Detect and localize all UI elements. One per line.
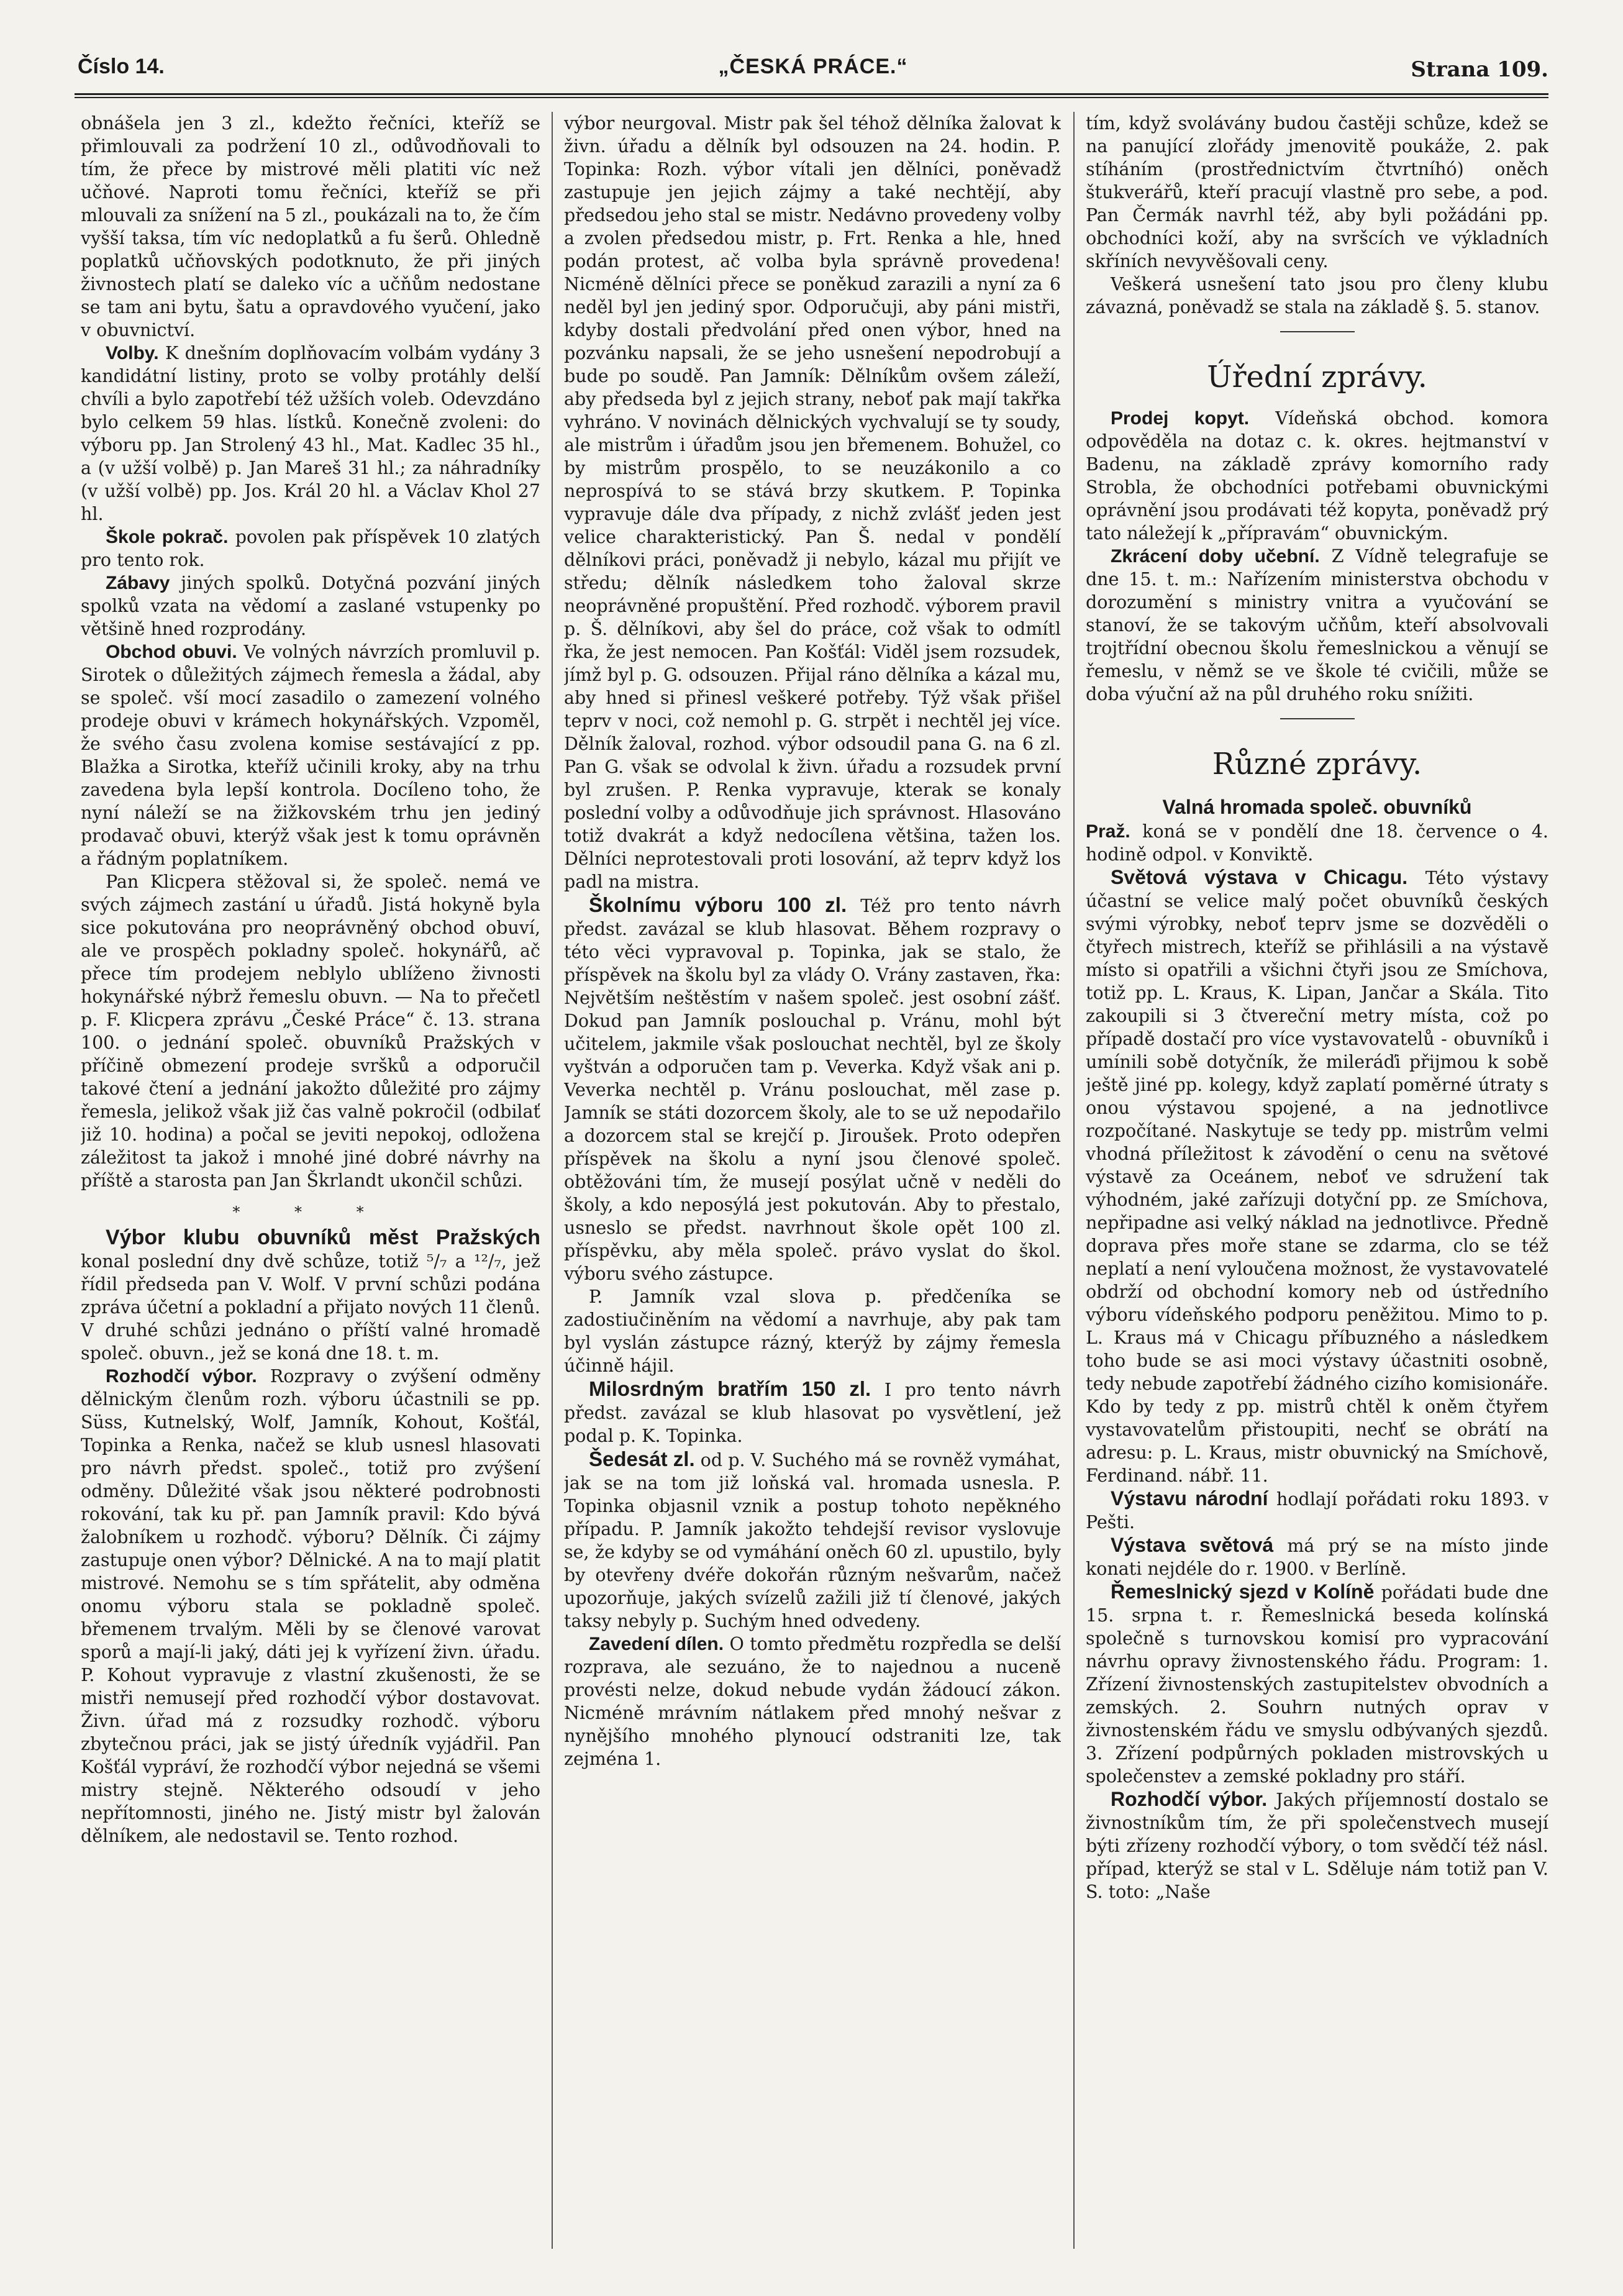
run-in-heading: Zavedení dílen.	[589, 1634, 724, 1654]
section-heading-official: Úřední zprávy.	[1207, 360, 1427, 394]
issue-number: Číslo 14.	[78, 55, 165, 78]
paragraph-text: Jakých příjemností dostalo se živnostníkům tím, že při společenstvech musejí býti zřízeny rozhodčí výbory, o tom svědčí též násl. případ, kterýž se stal v L. Sděluje nám totiž pan V. S. toto: „Naše	[1086, 1790, 1548, 1902]
section-heading-misc: Různé zprávy.	[1212, 747, 1422, 781]
paragraph	[81, 640, 540, 870]
paragraph	[564, 1633, 1061, 1770]
paragraph-text: koná se v pondělí dne 18. července o 4. hodině odpol. v Konviktě.	[1086, 821, 1548, 865]
paragraph	[81, 572, 540, 640]
paragraph-text: jiných spolků. Dotyčná pozvání jiných spolků vzata na vědomí a zaslané vstupenky po většině hned rozprodány.	[81, 573, 540, 639]
paragraph	[1086, 1580, 1548, 1788]
paragraph-text: Rozpravy o zvýšení odměny dělnickým členům rozh. výboru účastnili se pp. Süss, Kutnelský, Wolf, Jamník, Kohout, Košťál, Topinka a Renka, načež se klub usnesl hlasovati pro návrh předst. společ., totiž pro zvýšení odměny. Důležité však jsou některé podrobnosti rokování, tak ku př. pan Jamník pravil: Kdo bývá žalobníkem u rozhodč. výboru? Dělník. Či zájmy zastupuje onen výbor? Dělnické. A na to mají platit mistrové. Nemohu se s tím spřátelit, aby odměna onomu výboru stala se pokladně společ. břemenem trvalým. Měli by se členové varovat sporů a mají-li jaký, dáti jej k vyřízení živn. úřadu. P. Kohout vypravuje z vlastní zkušenosti, že se mistři nemusejí před rozhodčí výbor dostavovat. Živn. úřad má z rozsudky rozhodč. výboru zbytečnou práci, jak se jistý úředník vyjádřil. Pan Košťál vypráví, že rozhodčí výbor nejedná se všemi mistry stejně. Některého odsoudí v jeho nepřítomnosti, jiného ne. Jistý mistr byl žalován dělníkem, ale nedostavil se. Tento rozhod.	[81, 1366, 540, 1846]
paragraph-text: hodlají pořádati roku 1893. v Pešti.	[1086, 1489, 1548, 1533]
paragraph-text: od p. V. Suchého má se rovněž vymáhat, jak se na tom již loňská val. hromada usnesla. P. Topinka objasnil vznik a postup tohoto nepěkného případu. P. Jamník jakožto tehdejší revisor vyslovuje se, že kdyby se od vymáhání oněch 60 zl. upustilo, byly by otevřeny dvéře dokořán různým nešvarům, načež upozorňuje, jakých svízelů zažili již tí členové, jakých taksy nebyly p. Suchým hned odvedeny.	[564, 1450, 1061, 1631]
run-in-heading: Šedesát zl.	[589, 1447, 695, 1470]
column-divider	[552, 112, 553, 2249]
paragraph-text: konal poslední dny dvě schůze, totiž ⁵/₇ a ¹²/₇, jež řídil předseda pan V. Wolf. V první schůzi podána zpráva účetní a pokladní a přijato nových 11 členů. V druhé schůzi jednáno o příští valné hromadě společ. obuvn., jež se koná dne 18. t. m.	[81, 1251, 540, 1364]
paragraph: P. Jamník vzal slova p. předčeníka se zadostiučiněním na vědomí a navrhuje, aby pak tam byl vyslán zástupce rázný, kterýž by zájmy řemesla účinně hájil.	[564, 1287, 1061, 1376]
paragraph-text: má prý se na místo jinde konati nejdéle do r. 1900. v Berlíně.	[1086, 1536, 1548, 1579]
run-in-heading: Rozhodčí výbor.	[106, 1366, 257, 1387]
paragraph	[564, 1377, 1061, 1447]
paragraph-text: povolen pak příspěvek 10 zlatých pro tento rok.	[81, 527, 540, 570]
paragraph	[1086, 545, 1548, 706]
article-title: Valná hromada společ. obuvníků	[1162, 796, 1472, 818]
paragraph	[81, 342, 540, 526]
paragraph	[81, 1365, 540, 1847]
section-rule	[1280, 718, 1355, 719]
run-in-heading: Řemeslnický sjezd v Kolíně	[1111, 1580, 1375, 1603]
run-in-heading: Zábavy	[106, 573, 170, 593]
run-in-heading: Výstavu národní	[1111, 1487, 1268, 1510]
run-in-heading: Zkrácení doby učební.	[1111, 546, 1320, 567]
paragraph: Veškerá usnešení tato jsou pro členy klubu závazná, poněvadž se stala na základě §. 5. stanov.	[1086, 274, 1548, 317]
run-in-heading: Obchod obuvi.	[106, 642, 237, 662]
paragraph	[1086, 1487, 1548, 1534]
section-rule	[1280, 331, 1355, 332]
run-in-heading: Výstava světová	[1111, 1534, 1274, 1556]
article-title: Výbor klubu obuvníků měst Pražských	[106, 1226, 540, 1249]
page-header	[78, 48, 1548, 92]
column-3	[1086, 112, 1548, 2249]
paragraph: tím, když svolávány budou častěji schůze, kdež se na panující zlořády jmenovitě poukáže, 2. pak stíháním (prostřednictvím čtvrtníhó) oněch štukverářů, kteří pracují vlastně pro sebe, a pod. Pan Čermák navrhl též, aby byli požádáni pp. obchodníci koží, aby na svršcích ve výkladních skříních nevyvěšovali ceny.	[1086, 113, 1548, 271]
paragraph	[564, 1447, 1061, 1633]
run-in-heading: Světová výstava v Chicagu.	[1111, 866, 1408, 888]
header-rule-thin	[75, 97, 1548, 98]
page-number: Strana 109.	[1411, 57, 1548, 82]
paragraph: obnášela jen 3 zl., kdežto řečníci, kteříž se přimlouvali za podržení 10 zl., odůvodňovali to tím, že přece by mistrové měli platiti víc než učňové. Naproti tomu řečníci, kteříž se při mlouvali za snížení na 5 zl., poukázali na to, že čím vyšší taksa, tím víc nedoplatků a fu šerů. Ohledně poplatků učňovských podotknuto, že při jiných živnostech platí se daleko víc a učňům nedostane se tam ani bytu, šatu a opravdového vyučení, jako v obuvnictví.	[81, 113, 540, 340]
paragraph-text: Této výstavy účastní se velice malý počet obuvníků českých svými výrobky, neboť teprv jsme se dozvěděli o čtyřech mistrech, kteříž se přihlásili a na výstavě místo si opatřili a všichni čtyři jsou ze Smíchova, totiž pp. L. Kraus, K. Lipan, Jančar a Skála. Tito zakoupili si 3 čtvereční metry místa, což po případě dostačí pro více vystavovatelů - obuvníků i umínili sobě dotyčník, že mileráďi přijmou k sobě ještě jiné pp. kolegy, když zaplatí poměrné útraty s onou výstavou spojené, a na jednotlivce rozpočítané. Naskytuje se tedy pp. mistrům velmi vhodná příležitost k závodění o cenu na světové výstavě za Oceánem, neboť ve sdružení tak výhodném, jaké zařízuji dotyční pp. ze Smíchova, nepřipadne asi velký náklad na jednotlivce. Předně doprava přes moře stane se zdarma, clo se též neplatí a není vyloučena možnost, že vystavovatelé obdrží od obchodní komory neb od ústředního výboru vídeňského podporu peněžitou. Mimo to p. L. Kraus má v Chicagu příbuzného a následkem toho bude se asi moci výstavy účastniti osobně, tedy nebude zapotřebí žádného cizího komisionáře. Kdo by tedy z pp. mistrů chtěl k oněm čtyřem vystavovatelům přistoupiti, nechť se obrátí na adresu: p. L. Kraus, mistr obuvnický na Smíchově, Ferdinand. nábř. 11.	[1086, 868, 1548, 1486]
run-in-heading: Rozhodčí výbor.	[1111, 1788, 1268, 1810]
run-in-heading: Prodej kopyt.	[1111, 408, 1250, 429]
paragraph-text: Ve volných návrzích promluvil p. Sirotek o důležitých zájmech řemesla a žádal, aby se společ. vší mocí zasadilo o zamezení volného prodeje obuvi v krámech hokynářských. Vzpoměl, že svého času zvolena komise sestávající z pp. Blažka a Sirotka, kteříž učinili kroky, aby na trhu zavedena byla lepší kontrola. Docíleno toho, že nyní náleží se na žižkovském trhu jen jediný prodavač obuvi, kterýž však jest k tomu oprávněn a řádným poplatníkem.	[81, 642, 540, 869]
paragraph	[1086, 407, 1548, 545]
paragraph-text: Vídeňská obchod. komora odpověděla na dotaz c. k. okres. hejtmanství v Badenu, na základě zprávy komorního rady Strobla, že obchodníci potřebami obuvnickými oprávnění jsou prodávati též kopyta, poněvadž prý tato náležejí k „přípravám“ obuvnickým.	[1086, 408, 1548, 544]
paragraph: Pan Klicpera stěžoval si, že společ. nemá ve svých zájmech zastání u úřadů. Jistá hokyně byla sice pokutována pro neoprávněný obchod obuví, ale ve prospěch pokladny společ. hokynářů, ač přece tím prodejem neblylo ublíženo živnosti hokynářské nýbrž řemeslu obuvn. — Na to přečetl p. F. Klicpera zprávu „České Práce“ č. 13. strana 100. o jednání společ. obuvníků Pražských v příčině obmezení prodeje svršků a odporučil takové čtení a jednání jakožto důležité pro zájmy řemesla, jelikož však již čas valně pokročil (odbilať již 10. hodina) a počal se jeviti nepokoj, odložena záležitost ta jakož i mnohé jiné dobré návrhy na příště a starosta pan Jan Škrlandt ukončil schůzi.	[81, 872, 540, 1191]
paragraph	[81, 526, 540, 572]
paragraph	[1086, 1534, 1548, 1580]
paragraph-text: K dnešním doplňovacím volbám vydány 3 kandidátní listiny, proto se volby protáhly delší chvíli a bylo zapotřebí též užších voleb. Odevzdáno bylo celkem 59 hlas. lístků. Konečně zvoleni: do výboru pp. Jan Strolený 43 hl., Mat. Kadlec 35 hl., a (v užší volbě) p. Jan Mareš 31 hl.; za náhradníky (v užší volbě) pp. Jos. Král 20 hl. a Václav Khol 27 hl.	[81, 343, 540, 524]
paragraph	[1086, 820, 1548, 866]
header-rule	[75, 93, 1548, 95]
paragraph: výbor neurgoval. Mistr pak šel téhož dělníka žalovat k živn. úřadu a dělník byl odsouzen na 24. hodin. P. Topinka: Rozh. výbor vítali jen dělníci, poněvadž zastupuje jen jejich zájmy a také nechtějí, aby předsedou jeho stal se mistr. Nedávno provedeny volby a zvolen předsedou mistr, p. Frt. Renka a hle, hned podán protest, ač volba byla správně provedena! Nicméně dělníci přece se poněkud zarazili a nyní za 6 neděl byl jen jediný spor. Odporučuji, aby páni mistři, kdyby dostali předvolání před onen výbor, hned na pozvánku napsali, že se jeho usnešení nepodrobují a bude po soudě. Pan Jamník: Dělníkům ovšem záleží, aby předseda byl z jejich strany, neboť pak mají takřka vyhráno. V novinách dělnických vychvalují se ty soudy, ale mistrům i úřadům jsou jen břemenem. Bohužel, co by mistrům prospělo, to se neuzákonilo a co neprospívá to se stává brzy skutkem. P. Topinka vypravuje dále dva případy, z nichž zvlášť jeden jest velice charakteristický. Pan Š. nedal v pondělí dělníkovi práci, poněvadž ji nebylo, kázal mu přijít ve středu; dělník následkem toho žaloval skrze neoprávněné propuštění. Před rozhodč. výborem pravil p. Š. dělníkovi, aby šel do práce, což však to odmítl řka, že jest nemocen. Pan Košťál: Viděl jsem rozsudek, jímž byl p. G. odsouzen. Přijal ráno dělníka a kázal mu, aby hned si přinesl veškeré potřeby. Týž však přišel teprv v noci, což nemohl p. G. strpět i nechtěl jej více. Dělník žaloval, rozhod. výbor odsoudil pana G. na 6 zl. Pan G. však se odvolal k živn. úřadu a rozsudek první byl zrušen. P. Renka vypravuje, kterak se konaly poslední volby a odůvodňuje jich správnost. Hlasováno totiž dvakrát a když nedocílena většina, tažen los. Dělníci neprotestovali proti losování, až teprv když los padl na mistra.	[564, 113, 1061, 892]
column-divider	[1073, 112, 1075, 2249]
paragraph	[564, 893, 1061, 1285]
run-in-heading: Škole pokrač.	[106, 527, 229, 547]
run-in-heading: Praž.	[1086, 821, 1130, 842]
paragraph	[81, 1226, 540, 1365]
paragraph-text: Z Vídně telegrafuje se dne 15. t. m.: Nařízením ministerstva obchodu v dorozumění s ministry vnitra a vyučování se stanoví, že se takovým učňům, kteří absolvovali trojtřídní obecnou školu řemeslnickou a věnují se řemeslu, v němž se ve škole té cvičili, může se doba výuční až na půl druhého roku snížiti.	[1086, 546, 1548, 704]
run-in-heading: Školnímu výboru 100 zl.	[589, 893, 847, 916]
paragraph-text: O tomto předmětu rozpředla se delší rozprava, ale sezuáno, že to najednou a nuceně provésti nelze, dokud nebude vydán žádoucí zákon. Nicméně mrávním nátlakem před mnohý nešvar z nynějšího mnohého plynoucí odstraniti lze, tak zejména 1.	[564, 1634, 1061, 1769]
newspaper-title: „ČESKÁ PRÁCE.“	[718, 55, 908, 78]
paragraph-text: Též pro tento návrh předst. zavázal se klub hlasovat. Během rozpravy o této věci vypravoval p. Topinka, jak se stalo, že příspěvek na školu byl za vlády O. Vrány zastaven, řka: Největším neštěstím v našem společ. jest osobní zášť. Dokud pan Jamník poslouchal p. Vránu, mohl být učitelem, jakmile však poslouchat nechtěl, byl ze školy vyštván a odporučen tam p. Veverka. Když však ani p. Veverka nechtěl p. Vránu poslouchat, měl zase p. Jamník se státi dozorcem školy, ale to se už nepodařilo a dozorcem stal se krejčí p. Jiroušek. Proto odepřen příspěvek na školu a nyní jsou členové společ. obtěžováni tím, že musejí posýlat učně v neděli do školy, a kdo neposýlá jest pokutován. Aby to přestalo, usneslo se předst. navrhnout škole opět 100 zl. příspěvku, aby měla společ. právo vyslat do škol. výboru svého zástupce.	[564, 896, 1061, 1284]
column-2	[564, 112, 1061, 2249]
paragraph-text: pořádati bude dne 15. srpna t. r. Řemeslnická beseda kolínská společně s turnovskou komisí pro vypracování návrhu opravy živnostenského řádu. Program: 1. Zřízení živnostenských zastupitelstev obvodních a zemských. 2. Souhrn nutných oprav v živnostenském řádu ve smyslu odbývaných sjezdů. 3. Zřízení podpůrných pokladen mistrovských u společenstev a zemské pokladny pro stáří.	[1086, 1582, 1548, 1787]
section-stars: * * *	[232, 1203, 389, 1221]
run-in-heading: Volby.	[106, 343, 159, 363]
column-1	[81, 112, 540, 2249]
paragraph	[1086, 1788, 1548, 1903]
run-in-heading: Milosrdným bratřím 150 zl.	[589, 1377, 871, 1400]
paragraph-text: I pro tento návrh předst. zavázal se klub hlasovat po vysvětlení, jež podal p. K. Topinka.	[564, 1380, 1061, 1446]
paragraph	[1086, 866, 1548, 1487]
